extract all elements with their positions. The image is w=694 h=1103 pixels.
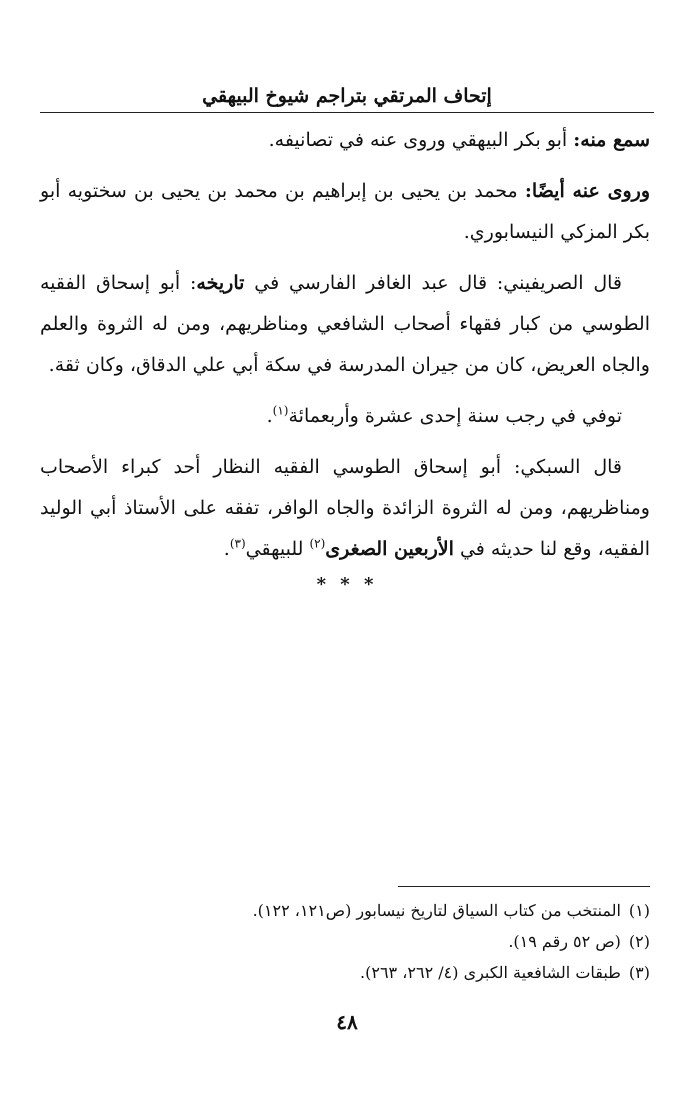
main-text bbox=[40, 120, 650, 580]
subki-bold-arbaeen: الأربعين الصغرى bbox=[325, 538, 454, 560]
footnote-3-number: (٣) bbox=[628, 963, 650, 982]
footnote-3-text: طبقات الشافعية الكبرى (٤/ ٢٦٢، ٢٦٣). bbox=[360, 963, 621, 982]
footnote-ref-2: (٢) bbox=[309, 536, 326, 551]
running-header-title: إتحاف المرتقي بتراجم شيوخ البيهقي bbox=[202, 85, 492, 107]
footnote-2 bbox=[40, 926, 650, 957]
footnote-ref-3: (٣) bbox=[229, 536, 246, 551]
subki-text-1: قال السبكي: أبو إسحاق الطوسي الفقيه النظار أحد كبراء الأصحاب ومناظريهم، ومن له الثروة الزائدة والجاه الوافر، تفقه على الأستاذ أبي الوليد الفقيه، وقع لنا حديثه في bbox=[40, 456, 650, 560]
death-end: . bbox=[266, 405, 273, 427]
death-text: توفي في رجب سنة إحدى عشرة وأربعمائة bbox=[288, 405, 622, 427]
footnote-3 bbox=[40, 957, 650, 988]
paragraph-sarifini bbox=[40, 263, 650, 386]
sarifini-text-2: : أبو إسحاق الفقيه الطوسي من كبار فقهاء أصحاب الشافعي ومناظريهم، ومن له الثروة والعلم والجاه العريض، كان من جيران المدرسة في سكة أبي علي الدقاق، وكان ثقة. bbox=[40, 272, 650, 376]
paragraph-heard-from-text: أبو بكر البيهقي وروى عنه في تصانيفه. bbox=[268, 129, 574, 151]
paragraph-heard-from bbox=[40, 120, 650, 161]
footnote-2-number: (٢) bbox=[628, 932, 650, 951]
footnote-1 bbox=[40, 895, 650, 926]
section-separator: * * * bbox=[316, 574, 378, 595]
page-number: ٤٨ bbox=[336, 1010, 358, 1034]
paragraph-death bbox=[40, 396, 650, 437]
lead-heard-from: سمع منه: bbox=[573, 129, 650, 151]
sarifini-bold-tarikh: تاريخه bbox=[196, 272, 245, 294]
footnote-2-text: (ص ٥٢ رقم ١٩). bbox=[508, 932, 621, 951]
sarifini-text-1: قال الصريفيني: قال عبد الغافر الفارسي في bbox=[244, 272, 623, 294]
paragraph-subki bbox=[40, 447, 650, 570]
footnote-divider bbox=[398, 886, 650, 887]
paragraph-also-narrated bbox=[40, 171, 650, 253]
footnotes bbox=[40, 895, 650, 988]
lead-also-narrated: وروى عنه أيضًا: bbox=[524, 180, 651, 202]
footnote-1-text: المنتخب من كتاب السياق لتاريخ نيسابور (ص١٢١، ١٢٢). bbox=[252, 901, 621, 920]
subki-text-2: للبيهقي bbox=[245, 538, 310, 560]
footnote-1-number: (١) bbox=[628, 901, 650, 920]
footnote-ref-1: (١) bbox=[272, 403, 289, 418]
paragraph-also-narrated-text: محمد بن يحيى بن إبراهيم بن محمد بن يحيى بن سختويه أبو بكر المزكي النيسابوري. bbox=[40, 180, 650, 243]
subki-end: . bbox=[223, 538, 230, 560]
header-divider bbox=[40, 112, 654, 113]
